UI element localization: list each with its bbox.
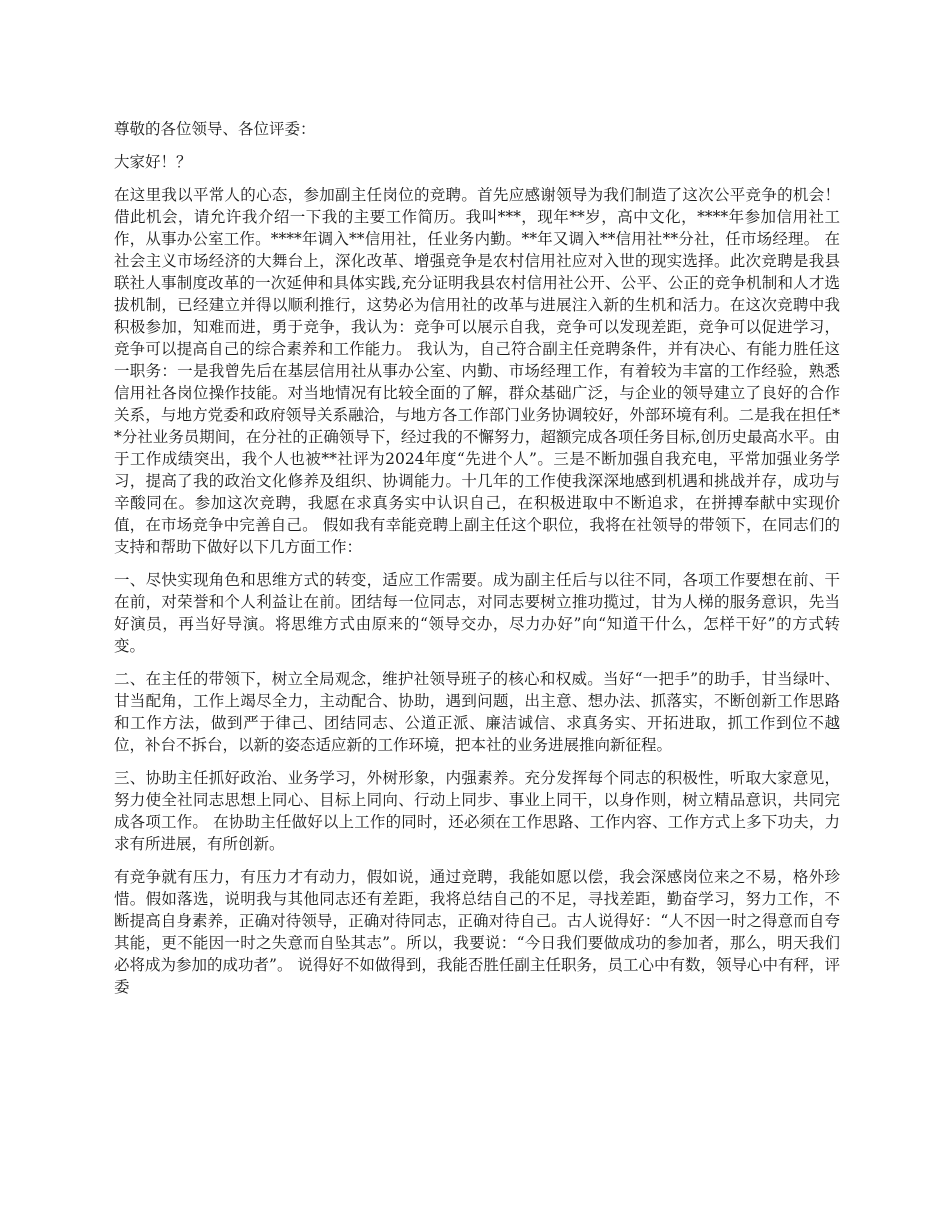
paragraph-conclusion: 有竞争就有压力，有压力才有动力，假如说，通过竞聘，我能如愿以偿，我会深感岗位来之不易，格外珍惜。假如落选，说明我与其他同志还有差距，我将总结自己的不足，寻找差距，勤奋学习，努力工作，不断提高自身素养，正确对待领导，正确对待同志，正确对待自己。古人说得好：“人不因一时之得意而自夸其能，更不能因一时之失意而自坠其志”。所以，我要说：“今日我们要做成功的参加者，那么，明天我们必将成为参加的成功者”。 说得好不如做得到，我能否胜任副主任职务，员工心中有数，领导心中有秤，评委 bbox=[114, 868, 840, 996]
greeting: 大家好！？ bbox=[114, 153, 192, 171]
document-body bbox=[114, 118, 840, 1009]
paragraph-point-two: 二、在主任的带领下，树立全局观念，维护社领导班子的核心和权威。当好“一把手”的助手，甘当绿叶、甘当配角，工作上竭尽全力，主动配合、协助，遇到问题，出主意、想办法、抓落实，不断创新工作思路和工作方法，做到严于律己、团结同志、公道正派、廉洁诚信、求真务实、开拓进取，抓工作到位不越位，补台不拆台，以新的姿态适应新的工作环境，把本社的业务进展推向新征程。 bbox=[114, 670, 840, 754]
salutation: 尊敬的各位领导、各位评委： bbox=[114, 120, 316, 138]
paragraph-point-one: 一、尽快实现角色和思维方式的转变，适应工作需要。成为副主任后与以往不同，各项工作要想在前、干在前，对荣誉和个人利益让在前。团结每一位同志，对同志要树立推功揽过，甘为人梯的服务意识，先当好演员，再当好导演。将思维方式由原来的“领导交办，尽力办好”向“知道干什么，怎样干好”的方式转变。 bbox=[114, 571, 840, 655]
paragraph-intro: 在这里我以平常人的心态，参加副主任岗位的竞聘。首先应感谢领导为我们制造了这次公平竞争的机会！借此机会，请允许我介绍一下我的主要工作简历。我叫***，现年**岁，高中文化，****年参加信用社工作，从事办公室工作。****年调入**信用社，任业务内勤。**年又调入**信用社**分社，任市场经理。 在社会主义市场经济的大舞台上，深化改革、增强竞争是农村信用社应对入世的现实选择。此次竞聘是我县联社人事制度改革的一次延伸和具体实践,充分证明我县农村信用社公开、公平、公正的竞争机制和人才选拔机制，已经建立并得以顺利推行，这势必为信用社的改革与进展注入新的生机和活力。在这次竞聘中我积极参加，知难而进，勇于竞争，我认为：竞争可以展示自我，竞争可以发现差距，竞争可以促进学习，竞争可以提高自己的综合素养和工作能力。 我认为，自己符合副主任竞聘条件，并有决心、有能力胜任这一职务：一是我曾先后在基层信用社从事办公室、内勤、市场经理工作，有着较为丰富的工作经验，熟悉信用社各岗位操作技能。对当地情况有比较全面的了解，群众基础广泛，与企业的领导建立了良好的合作关系，与地方党委和政府领导关系融洽，与地方各工作部门业务协调较好，外部环境有利。二是我在担任**分社业务员期间，在分社的正确领导下，经过我的不懈努力，超额完成各项任务目标,创历史最高水平。由于工作成绩突出，我个人也被**社评为2024年度“先进个人”。三是不断加强自我充电，平常加强业务学习，提高了我的政治文化修养及组织、协调能力。十几年的工作使我深深地感到机遇和挑战并存，成功与辛酸同在。参加这次竞聘，我愿在求真务实中认识自己，在积极进取中不断追求，在拼搏奉献中实现价值，在市场竞争中完善自己。 假如我有幸能竞聘上副主任这个职位，我将在社领导的带领下，在同志们的支持和帮助下做好以下几方面工作： bbox=[114, 186, 840, 556]
paragraph-point-three: 三、协助主任抓好政治、业务学习，外树形象，内强素养。充分发挥每个同志的积极性，听取大家意见，努力使全社同志思想上同心、目标上同向、行动上同步、事业上同干，以身作则，树立精品意识，共同完成各项工作。 在协助主任做好以上工作的同时，还必须在工作思路、工作内容、工作方式上多下功夫，力求有所进展，有所创新。 bbox=[114, 769, 840, 853]
